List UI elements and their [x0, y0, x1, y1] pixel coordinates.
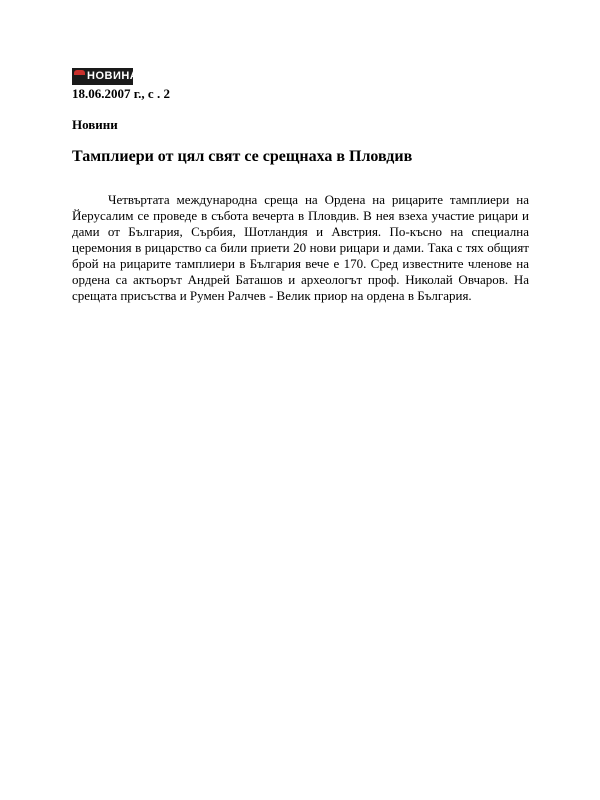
logo-text: НОВИНАР — [87, 70, 147, 82]
article-headline: Тамплиери от цял свят се срещнаха в Пловдив — [72, 148, 413, 165]
publication-date: 18.06.2007 г., с . 2 — [72, 86, 170, 101]
article-body: Четвъртата международна среща на Ордена на рицарите тамплиери на Йерусалим се проведе в събота вечерта в Пловдив. В нея взеха участие рицари и дами от България, Сърбия, Шотландия и Австрия. По-късно на специална церемония в рицарство са били приети 20 нови рицари и дами. Така с тях общият брой на рицарите тамплиери в България вече е 170. Сред известните членове на ордена са актьорът Андрей Баташов и археологът проф. Николай Овчаров. На срещата присъства и Румен Ралчев - Велик приор на ордена в България. — [72, 192, 529, 303]
newspaper-logo — [72, 68, 147, 85]
section-label: Новини — [72, 117, 118, 132]
logo-emblem-icon — [74, 70, 85, 75]
